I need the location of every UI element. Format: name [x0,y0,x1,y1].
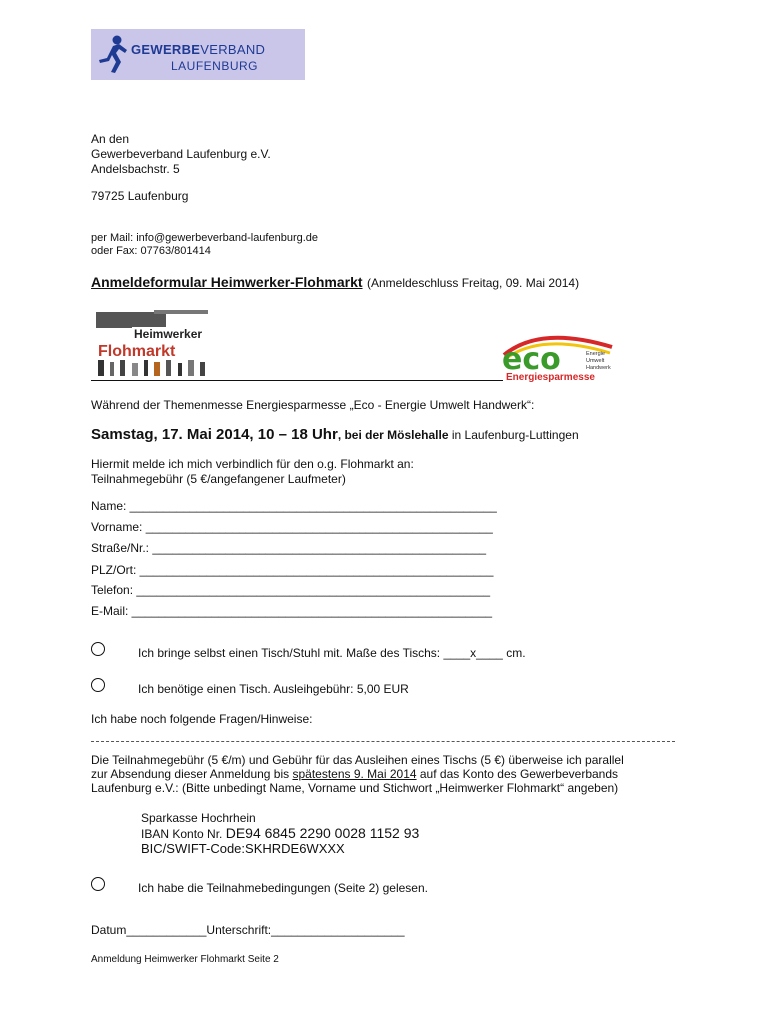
table-rent-radio[interactable] [91,678,105,692]
intro-text: Während der Themenmesse Energiesparmesse „Eco - Energie Umwelt Handwerk“: [91,398,535,412]
conditions-radio[interactable] [91,877,105,891]
register-line2: Teilnahmegebühr (5 €/angefangener Laufmeter) [91,472,346,486]
page-footer: Anmeldung Heimwerker Flohmarkt Seite 2 [91,954,279,965]
payment-line3: Laufenburg e.V.: (Bitte unbedingt Name, Vorname und Stichwort „Heimwerker Flohmarkt“ angeben) [91,781,619,795]
event-line [91,426,579,444]
plz-ort-field[interactable]: PLZ/Ort: _____________________________________________________ [91,563,494,577]
form-title-sub: (Anmeldeschluss Freitag, 09. Mai 2014) [366,276,580,290]
bank-name: Sparkasse Hochrhein [141,811,256,825]
table-own-radio[interactable] [91,642,105,656]
event-place-rest: in Laufenburg-Luttingen [448,428,579,442]
address-city: 79725 Laufenburg [91,189,189,203]
table-own-label: Ich bringe selbst einen Tisch/Stuhl mit. Maße des Tischs: ____x____ cm. [138,646,526,660]
questions-input-line[interactable] [91,741,675,742]
table-rent-label: Ich benötige einen Tisch. Ausleihgebühr: 5,00 EUR [138,682,409,696]
signature-line[interactable]: Datum____________Unterschrift:____________________ [91,923,405,937]
address-line: Andelsbachstr. 5 [91,162,180,176]
recipient-address [91,132,271,177]
address-line: An den [91,132,130,146]
runner-icon [95,34,129,76]
vorname-field[interactable]: Vorname: ____________________________________________________ [91,520,493,534]
questions-label: Ich habe noch folgende Fragen/Hinweise: [91,712,313,726]
address-line: Gewerbeverband Laufenburg e.V. [91,147,271,161]
address-mail: per Mail: info@gewerbeverband-laufenburg.de [91,232,319,244]
eco-small-1: Energie [586,351,605,357]
eco-bottom: Energiesparmesse [506,372,595,383]
payment-line2: zur Absendung dieser Anmeldung bis spätestens 9. Mai 2014 auf das Konto des Gewerbeverbands [91,767,619,781]
flohmarkt-line2: Flohmarkt [98,343,176,360]
eco-word: eco [502,342,561,377]
eco-energiesparmesse-logo [500,325,620,385]
email-field[interactable]: E-Mail: ______________________________________________________ [91,604,493,618]
divider-line [91,380,503,381]
payment-deadline: spätestens 9. Mai 2014 [292,767,417,781]
logo-line2: LAUFENBURG [171,59,259,73]
bank-iban: IBAN Konto Nr. DE94 6845 2290 0028 1152 93 [141,825,420,841]
address-fax: oder Fax: 07763/801414 [91,245,211,257]
register-line1: Hiermit melde ich mich verbindlich für den o.g. Flohmarkt an: [91,457,414,471]
eco-small-2: Umwelt [586,358,605,364]
form-title [91,274,579,292]
logo-line1: GEWERBEVERBAND [131,42,266,57]
strasse-field[interactable]: Straße/Nr.: __________________________________________________ [91,541,487,555]
heimwerker-flohmarkt-logo [94,308,212,378]
telefon-field[interactable]: Telefon: _____________________________________________________ [91,583,491,597]
form-title-main: Anmeldeformular Heimwerker-Flohmarkt [91,274,363,290]
name-field[interactable]: Name: _______________________________________________________ [91,499,497,513]
event-date: Samstag, 17. Mai 2014, 10 – 18 Uhr [91,426,338,443]
bank-bic: BIC/SWIFT-Code:SKHRDE6WXXX [141,841,345,856]
payment-line1: Die Teilnahmegebühr (5 €/m) und Gebühr für das Ausleihen eines Tischs (5 €) überweise ich parallel [91,753,624,767]
gewerbeverband-logo [91,29,305,80]
flohmarkt-line1: Heimwerker [134,327,203,341]
eco-small-3: Handwerk [586,365,611,371]
event-place: , bei der Möslehalle [337,428,449,442]
conditions-label: Ich habe die Teilnahmebedingungen (Seite 2) gelesen. [138,881,428,895]
